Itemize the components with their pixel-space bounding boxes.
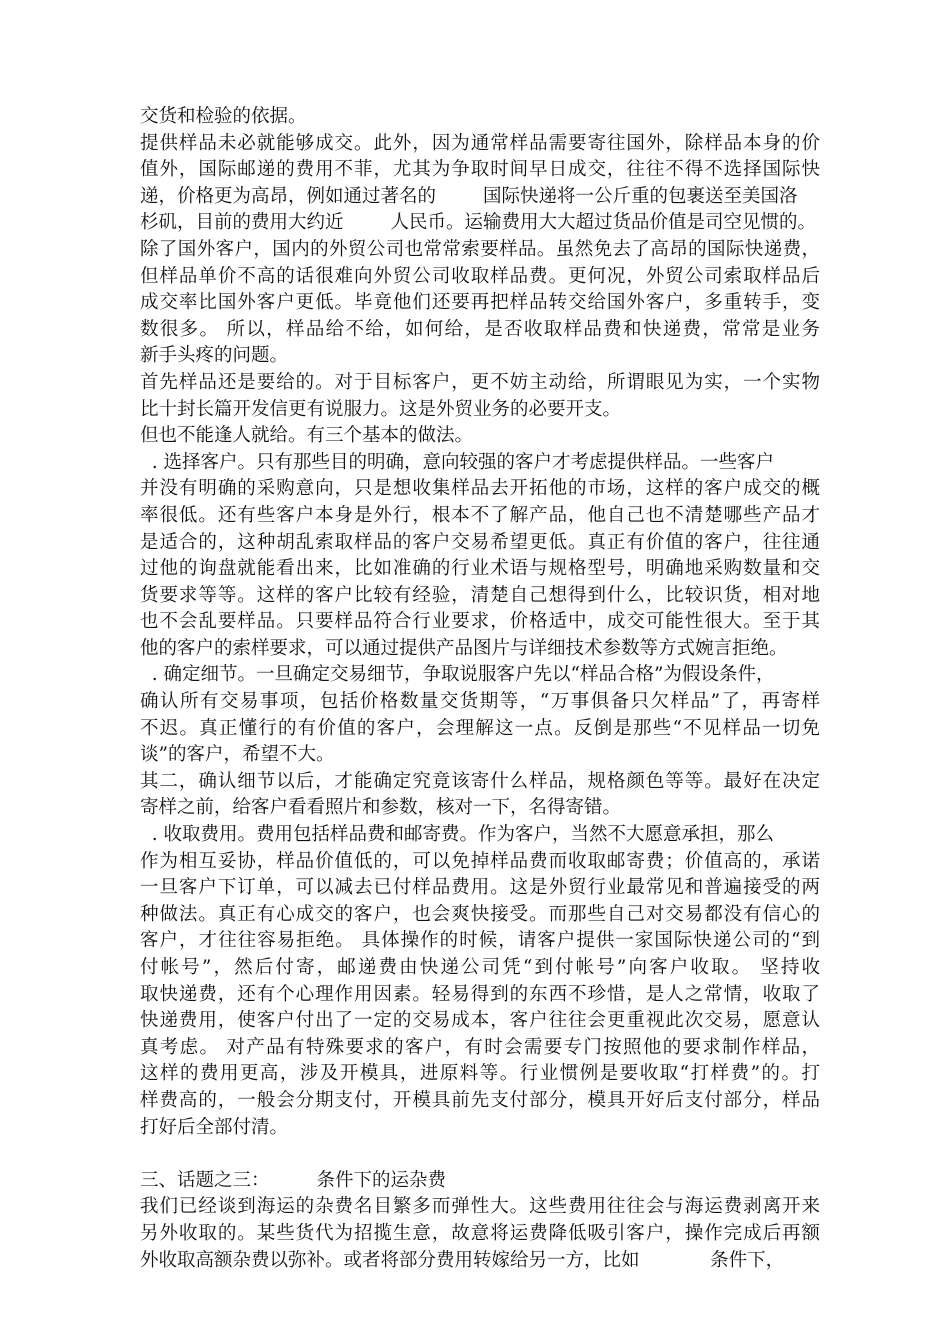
paragraph-line: 种做法。真正有心成交的客户，也会爽快接受。而那些自己对交易都没有信心的 (140, 903, 820, 925)
paragraph-line: 确认所有交易事项，包括价格数量交货期等，“万事俱备只欠样品”了，再寄样 (140, 691, 820, 713)
paragraph-line: 客户，才往往容易拒绝。 具体操作的时候，请客户提供一家国际快递公司的“到 (140, 930, 820, 952)
paragraph-line: 其二，确认细节以后，才能确定究竟该寄什么样品，规格颜色等等。最好在决定 (140, 770, 820, 792)
paragraph-line: 一旦客户下订单，可以减去已付样品费用。这是外贸行业最常见和普遍接受的两 (140, 877, 820, 899)
paragraph-line: 过他的询盘就能看出来，比如准确的行业术语与规格型号，明确地采购数量和交 (140, 558, 820, 580)
paragraph-line: 这样的费用更高，涉及开模具，进原料等。行业惯例是要收取“打样费”的。打 (140, 1063, 820, 1085)
paragraph-line: 但也不能逢人就给。有三个基本的做法。 (140, 425, 474, 447)
paragraph-line: 成交率比国外客户更低。毕竟他们还要再把样品转交给国外客户，多重转手，变 (140, 292, 820, 314)
paragraph-line: 打好后全部付清。 (140, 1116, 289, 1138)
paragraph-line: 取快递费，还有个心理作用因素。轻易得到的东西不珍惜，是人之常情，收取了 (140, 983, 820, 1005)
paragraph-line: 杉矶，目前的费用大约近 人民币。运输费用大大超过货品价值是司空见惯的。 (140, 212, 817, 234)
blank-line (140, 1141, 820, 1168)
paragraph-line: 比十封长篇开发信更有说服力。这是外贸业务的必要开支。 (140, 398, 622, 420)
paragraph-line: 新手头疼的问题。 (140, 345, 289, 367)
paragraph-line: 除了国外客户，国内的外贸公司也常常索要样品。虽然免去了高昂的国际快递费， (140, 238, 820, 260)
paragraph-line: 货要求等等。这样的客户比较有经验，清楚自己想得到什么，比较识货，相对地 (140, 584, 820, 606)
paragraph-line: 值外，国际邮递的费用不菲，尤其为争取时间早日成交，往往不得不选择国际快 (140, 159, 820, 181)
paragraph-line: 不迟。真正懂行的有价值的客户，会理解这一点。反倒是那些“不见样品一切免 (140, 717, 820, 739)
paragraph-line: 率很低。还有些客户本身是外行，根本不了解产品，他自己也不清楚哪些产品才 (140, 504, 820, 526)
paragraph-line: 交货和检验的依据。 (140, 106, 307, 127)
paragraph-line: . 收取费用。费用包括样品费和邮寄费。作为客户，当然不大愿意承担，那么 (140, 824, 775, 846)
paragraph-line: 付帐号”，然后付寄，邮递费由快递公司凭“到付帐号”向客户收取。 坚持收 (140, 957, 820, 978)
paragraph-line: 样费高的，一般会分期支付，开模具前先支付部分，模具开好后支付部分，样品 (140, 1089, 820, 1111)
paragraph-line: 他的客户的索样要求，可以通过提供产品图片与详细技术参数等方式婉言拒绝。 (140, 637, 788, 659)
paragraph-line: 我们已经谈到海运的杂费名目繁多而弹性大。这些费用往往会与海运费剥离开来 (140, 1196, 820, 1218)
section-heading: 三、话题之三： 条件下的运杂费 (140, 1169, 447, 1191)
paragraph-line: 是适合的，这种胡乱索取样品的客户交易希望更低。真正有价值的客户，往往通 (140, 531, 820, 553)
paragraph-line: 真考虑。 对产品有特殊要求的客户，有时会需要专门按照他的要求制作样品， (140, 1036, 820, 1058)
paragraph-line: 寄样之前，给客户看看照片和参数，核对一下，名得寄错。 (140, 797, 622, 819)
paragraph-line: 快递费用，使客户付出了一定的交易成本，客户往往会更重视此次交易，愿意认 (140, 1010, 820, 1032)
document-body (140, 104, 820, 1274)
paragraph-line: 也不会乱要样品。只要样品符合行业要求，价格适中，成交可能性很大。至于其 (140, 611, 820, 633)
paragraph-line: 首先样品还是要给的。对于目标客户，更不妨主动给，所谓眼见为实，一个实物 (140, 371, 820, 393)
paragraph-line: 递，价格更为高昂，例如通过著名的 国际快递将一公斤重的包裹送至美国洛 (140, 185, 798, 207)
paragraph-line: 谈”的客户，希望不大。 (140, 744, 335, 766)
paragraph-line: 外收取高额杂费以弥补。或者将部分费用转嫁给另一方，比如 条件下， (140, 1249, 785, 1271)
paragraph-line: 数很多。 所以，样品给不给，如何给，是否收取样品费和快递费，常常是业务 (140, 318, 820, 340)
paragraph-line: 提供样品未必就能够成交。此外，因为通常样品需要寄往国外，除样品本身的价 (140, 132, 820, 154)
paragraph-line: . 确定细节。一旦确定交易细节，争取说服客户先以“样品合格”为假设条件， (140, 664, 775, 686)
paragraph-line: 另外收取的。某些货代为招揽生意，故意将运费降低吸引客户，操作完成后再额 (140, 1222, 820, 1244)
paragraph-line: 并没有明确的采购意向，只是想收集样品去开拓他的市场，这样的客户成交的概 (140, 478, 820, 500)
paragraph-line: . 选择客户。只有那些目的明确，意向较强的客户才考虑提供样品。一些客户 (140, 451, 775, 473)
paragraph-line: 作为相互妥协，样品价值低的，可以免掉样品费而收取邮寄费；价值高的，承诺 (140, 850, 820, 872)
paragraph-line: 但样品单价不高的话很难向外贸公司收取样品费。更何况，外贸公司索取样品后 (140, 265, 820, 287)
